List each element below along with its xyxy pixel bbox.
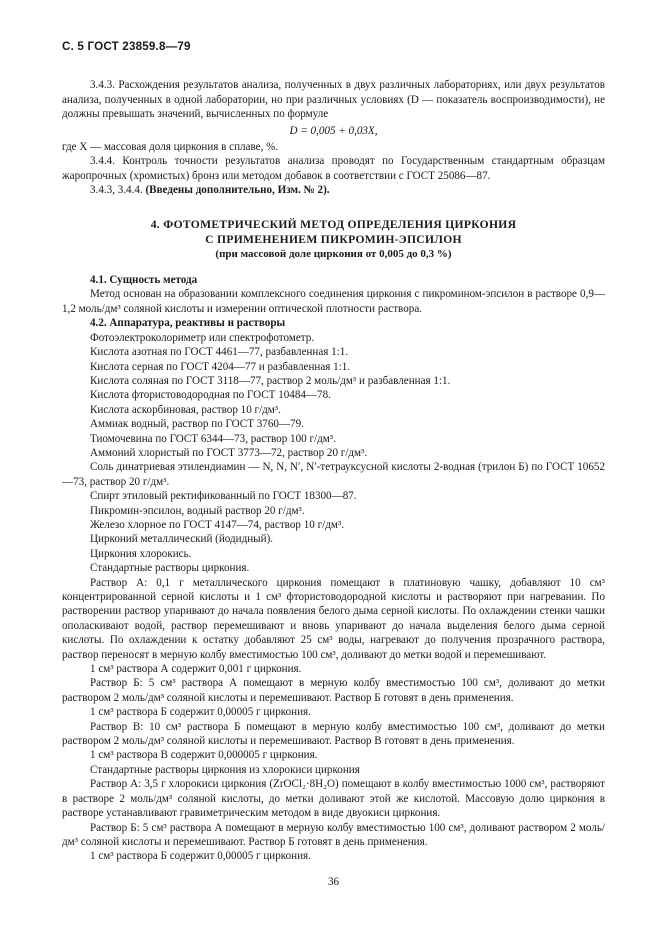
amendment-numbers: 3.4.3, 3.4.4. <box>90 184 146 197</box>
subsection-4-2-heading: 4.2. Аппаратура, реактивы и растворы <box>90 317 286 330</box>
subsection-4-1-heading: 4.1. Сущность метода <box>90 274 198 287</box>
list-item: Раствор В: 10 см³ раствора Б помещают в мерную колбу вместимостью 100 см³, доливают до метки раствором 2 моль/дм³ соляной кислоты и перемешивают. Раствор В готовят в день применения. <box>62 720 605 748</box>
list-item: Соль динатриевая этилендиамин — N, N, N′, N′-тетрауксусной кислоты 2-водная (трилон Б) по ГОСТ 10652—73, раствор 20 г/дм³. <box>62 461 605 488</box>
amendment-text: (Введены дополнительно, Изм. № 2). <box>145 184 330 197</box>
section-title-line-2: С ПРИМЕНЕНИЕМ ПИКРОМИН-ЭПСИЛОН <box>205 232 462 246</box>
list-item: Стандартные растворы циркония из хлорокиси циркония <box>90 763 360 776</box>
list-item: 1 см³ раствора Б содержит 0,00005 г циркония. <box>90 850 311 863</box>
amendment-note <box>62 183 605 197</box>
reagent-list <box>62 331 605 864</box>
list-item: Раствор А: 0,1 г металлического циркония помещают в платиновую чашку, добавляют 10 см³ концентрированной серной кислоты и 1 см³ фтористоводородной кислоты и растворяют при нагревании. По растворении раствор упаривают до начала появления белого дыма серной кислоты. По охлаждении стенки чашки ополаскивают водой, раствор перемешивают и вновь упаривают до начала выделения белого дыма серной кислоты. По охлаждении к остатку добавляют 25 см³ воды, нагревают до получения прозрачного раствора, раствор переносят в мерную колбу вместимостью 100 см³, доливают до метки водой и перемешивают. <box>62 576 605 661</box>
section-subtitle: (при массовой доле циркония от 0,005 до 0,3 %) <box>215 247 452 260</box>
list-item: 1 см³ раствора А содержит 0,001 г циркония. <box>90 663 302 676</box>
list-item: Аммиак водный, раствор по ГОСТ 3760—79. <box>90 418 304 431</box>
list-item: Аммоний хлористый по ГОСТ 3773—72, раствор 20 г/дм³. <box>90 446 368 459</box>
list-item: Тиомочевина по ГОСТ 6344—73, раствор 100 г/дм³. <box>90 432 336 445</box>
list-item: Кислота соляная по ГОСТ 3118—77, раствор 2 моль/дм³ и разбавленная 1:1. <box>90 374 451 387</box>
list-item: Циркония хлорокись. <box>90 547 192 560</box>
list-item: Стандартные растворы циркония. <box>90 562 250 575</box>
list-item: Пикромин-эпсилон, водный раствор 20 г/дм³. <box>90 504 305 517</box>
list-item: Кислота серная по ГОСТ 4204—77 и разбавленная 1:1. <box>90 360 351 373</box>
subsection-4-1-text: Метод основан на образовании комплексного соединения циркония с пикромином-эпсилон в растворе 0,9—1,2 моль/дм³ соляной кислоты и измерении оптической плотности раствора. <box>62 288 605 315</box>
list-item: Кислота азотная по ГОСТ 4461—77, разбавленная 1:1. <box>90 346 349 359</box>
list-item: Раствор Б: 5 см³ раствора А помещают в мерную колбу вместимостью 100 см³, доливают раствором 2 моль/дм³ соляной кислоты и перемешивают. Раствор Б готовят в день применения. <box>62 821 605 848</box>
formula: D = 0,005 + 0,03X, <box>289 124 378 137</box>
formula-legend: где X — массовая доля циркония в сплаве, %. <box>62 141 279 154</box>
list-item: 1 см³ раствора В содержит 0,000005 г циркония. <box>90 749 318 762</box>
list-item: Железо хлорное по ГОСТ 4147—74, раствор 10 г/дм³. <box>90 518 344 531</box>
list-item: Кислота аскорбиновая, раствор 10 г/дм³. <box>90 403 281 416</box>
list-item: Раствор А: 3,5 г хлорокиси циркония (ZrOCl₂·8H₂O) помещают в колбу вместимостью 1000 см³, растворяют в растворе 2 моль/дм³ соляной кислоты, до метки доливают этой же кислотой. Массовую долю циркония в растворе устанавливают гравиметрическим методом в виде двуокиси циркония. <box>62 778 605 820</box>
list-item: Фотоэлектроколориметр или спектрофотометр. <box>90 331 315 344</box>
section-title-line-1: 4. ФОТОМЕТРИЧЕСКИЙ МЕТОД ОПРЕДЕЛЕНИЯ ЦИРКОНИЯ <box>150 217 517 231</box>
page-number: 36 <box>327 875 340 888</box>
list-item: Кислота фтористоводородная по ГОСТ 10484—78. <box>90 389 331 402</box>
list-item: Раствор Б: 5 см³ раствора А помещают в мерную колбу вместимостью 100 см³, доливают до метки раствором 2 моль/дм³ соляной кислоты и перемешивают. Раствор Б готовят в день применения. <box>62 677 605 704</box>
page-header: С. 5 ГОСТ 23859.8—79 <box>62 40 191 53</box>
list-item: Спирт этиловый ректификованный по ГОСТ 18300—87. <box>90 490 357 503</box>
paragraph-3-4-3: 3.4.3. Расхождения результатов анализа, полученных в двух различных лабораториях, или двух результатов анализа, полученных в одной лаборатории, но при различных условиях (D — показатель воспроизводимости), не должны превышать значений, вычисленных по формуле <box>62 79 605 121</box>
paragraph-3-4-4: 3.4.4. Контроль точности результатов анализа проводят по Государственным стандартным образцам жаропрочных (хромистых) бронз или методом добавок в соответствии с ГОСТ 25086—87. <box>62 155 605 182</box>
list-item: Цирконий металлический (йодидный). <box>90 533 274 546</box>
list-item: 1 см³ раствора Б содержит 0,00005 г циркония. <box>90 706 311 719</box>
